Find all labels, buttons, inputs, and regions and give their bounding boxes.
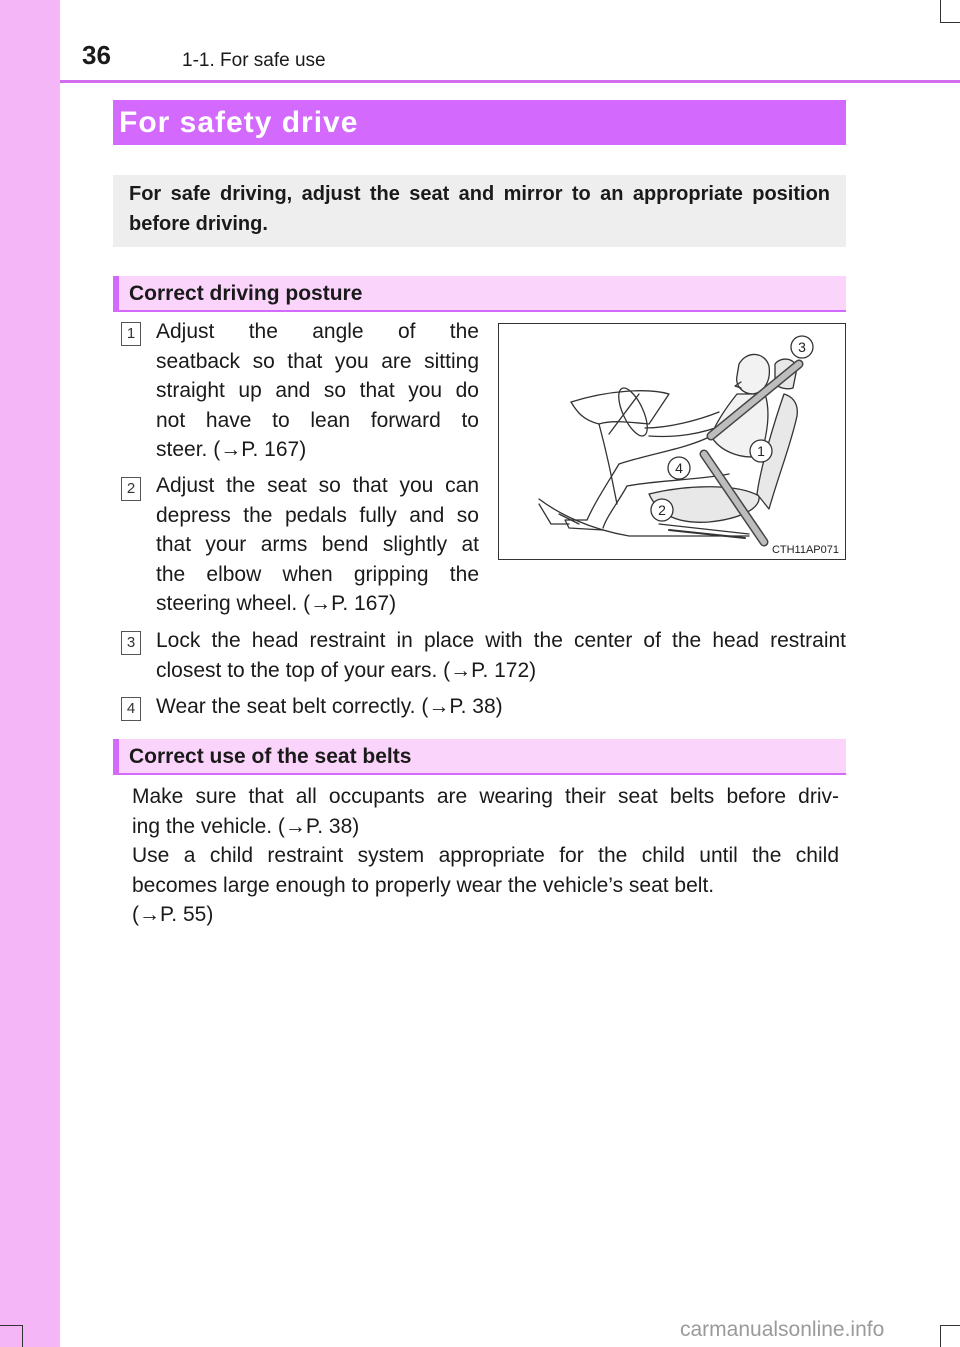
- seatbelt-line-3: Use a child restraint system appropriate for the child until the child: [132, 844, 839, 867]
- page-number: 36: [82, 40, 111, 70]
- step-1-line-1: Adjust the angle of the: [156, 320, 479, 343]
- driver-seat-illustration: [499, 324, 845, 559]
- side-tab: [0, 0, 60, 1347]
- seatbelt-line-4: becomes large enough to properly wear the vehicle’s seat belt.: [132, 873, 715, 897]
- callout-3-label: 3: [798, 339, 806, 355]
- crop-mark: [940, 1325, 941, 1347]
- crop-mark: [22, 1325, 23, 1347]
- step-3-line-2: closest to the top of your ears. (→P. 172): [156, 658, 537, 682]
- step-2-line-5: steering wheel. (→P. 167): [156, 592, 397, 615]
- crop-mark: [940, 0, 941, 22]
- page-title: For safety drive: [113, 100, 846, 145]
- step-number-2: 2: [121, 477, 141, 501]
- crop-mark: [940, 1325, 960, 1326]
- step-1-line-5: steer. (→P. 167): [156, 438, 307, 461]
- crop-mark: [940, 22, 960, 23]
- callout-2-label: 2: [658, 502, 666, 518]
- intro-box: For safe driving, adjust the seat and mirror to an appropriate position before driving.: [113, 175, 846, 247]
- step-2-line-1: Adjust the seat so that you can: [156, 474, 479, 497]
- section-path: 1-1. For safe use: [182, 50, 326, 71]
- watermark: carmanualsonline.info: [680, 1318, 885, 1341]
- step-number-3: 3: [121, 631, 141, 655]
- seatbelt-paragraph: [132, 782, 839, 930]
- step-text-2: [156, 471, 479, 619]
- seatbelt-line-5: (→P. 55): [132, 903, 214, 926]
- step-number-4: 4: [121, 697, 141, 721]
- step-2-line-2: depress the pedals fully and so: [156, 503, 479, 527]
- step-text-4: [156, 692, 846, 722]
- step-number-1: 1: [121, 322, 141, 346]
- step-1-line-2: seatback so that you are sitting: [156, 349, 479, 373]
- step-1-line-4: not have to lean forward to: [156, 408, 479, 432]
- seatbelt-line-2: ing the vehicle. (→P. 38): [132, 814, 360, 838]
- callout-4-label: 4: [675, 460, 683, 476]
- subhead-driving-posture: Correct driving posture: [113, 276, 846, 312]
- seatbelt-line-1: Make sure that all occupants are wearing their seat belts before driv-: [132, 785, 839, 808]
- crop-mark: [0, 1325, 22, 1326]
- step-2-line-3: that your arms bend slightly at: [156, 533, 479, 556]
- step-2-line-4: the elbow when gripping the: [156, 562, 479, 586]
- header-rule: [60, 80, 960, 83]
- driving-posture-figure: [498, 323, 846, 560]
- step-text-3: [156, 626, 846, 685]
- step-3-line-1: Lock the head restraint in place with the center of the head restraint: [156, 629, 846, 652]
- step-text-1: [156, 317, 479, 465]
- figure-code: CTH11AP071: [771, 544, 839, 556]
- callout-1-label: 1: [757, 443, 765, 459]
- subhead-seat-belts: Correct use of the seat belts: [113, 739, 846, 775]
- step-1-line-3: straight up and so that you do: [156, 379, 479, 402]
- step-4-line-1: Wear the seat belt correctly. (→P. 38): [156, 695, 503, 718]
